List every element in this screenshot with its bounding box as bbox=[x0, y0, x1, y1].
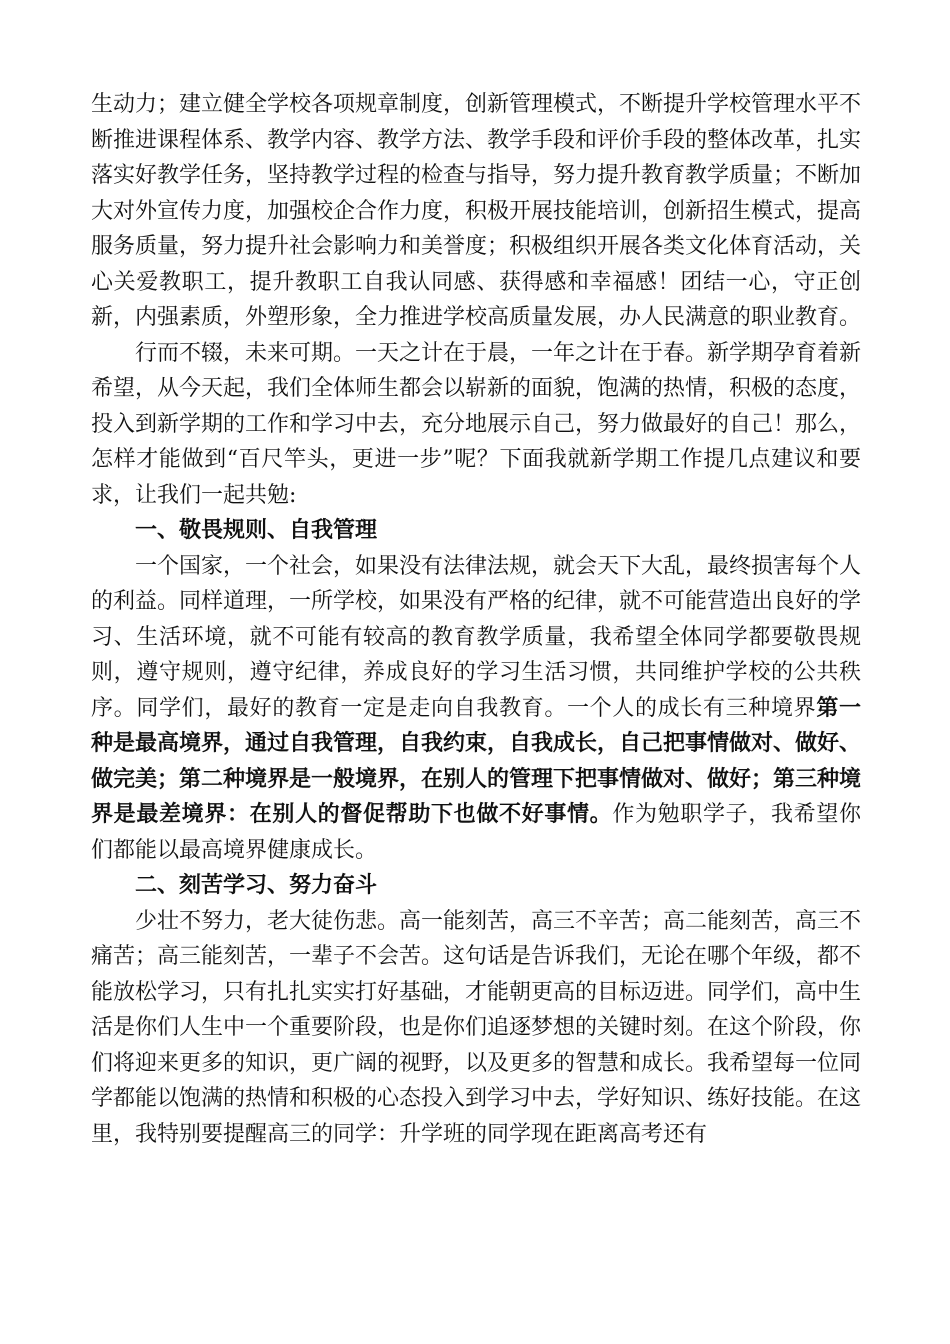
paragraph-rules bbox=[91, 549, 861, 869]
paragraph-rules-end: 作为勉职学子，我希望你们都能以最高境界健康成长。 bbox=[91, 802, 861, 863]
document-body bbox=[91, 87, 861, 1152]
section-heading-rules: 一、敬畏规则、自我管理 bbox=[135, 518, 378, 543]
paragraph-rules-intro: 一个国家，一个社会，如果没有法律法规，就会天下大乱，最终损害每个人的利益。同样道理，一所学校，如果没有严格的纪律，就不可能营造出良好的学习、生活环境，就不可能有较高的教育教学质量，我希望全体同学都要敬畏规则，遵守规则，遵守纪律，养成良好的学习生活习惯，共同维护学校的公共秩序。同学们，最好的教育一定是走向自我教育。一个人的成长有三种境界 bbox=[91, 553, 862, 721]
section-heading-study: 二、刻苦学习、努力奋斗 bbox=[135, 873, 378, 898]
paragraph-study: 少壮不努力，老大徒伤悲。高一能刻苦，高三不辛苦；高二能刻苦，高三不痛苦；高三能刻苦，一辈子不会苦。这句话是告诉我们，无论在哪个年级，都不能放松学习，只有扎扎实实打好基础，才能朝更高的目标迈进。同学们，高中生活是你们人生中一个重要阶段，也是你们追逐梦想的关键时刻。在这个阶段，你们将迎来更多的知识，更广阔的视野，以及更多的智慧和成长。我希望每一位同学都能以饱满的热情和积极的心态投入到学习中去，学好知识、练好技能。在这里，我特别要提醒高三的同学：升学班的同学现在距离高考还有 bbox=[91, 908, 862, 1147]
paragraph-continuation: 生动力；建立健全学校各项规章制度，创新管理模式，不断提升学校管理水平不断推进课程体系、教学内容、教学方法、教学手段和评价手段的整体改革，扎实落实好教学任务，坚持教学过程的检查与指导，努力提升教育教学质量；不断加大对外宣传力度，加强校企合作力度，积极开展技能培训，创新招生模式，提高服务质量，努力提升社会影响力和美誉度；积极组织开展各类文化体育活动，关心关爱教职工，提升教职工自我认同感、获得感和幸福感！团结一心，守正创新，内强素质，外塑形象，全力推进学校高质量发展，办人民满意的职业教育。 bbox=[91, 92, 862, 330]
paragraph-rules-emphasis: 第一种是最高境界，通过自我管理，自我约束，自我成长，自己把事情做对、做好、做完美；第二种境界是一般境界，在别人的管理下把事情做对、做好；第三种境界是最差境界：在别人的督促帮助下也做不好事情。 bbox=[91, 694, 862, 827]
paragraph-new-semester: 行而不辍，未来可期。一天之计在于晨，一年之计在于春。新学期孕育着新希望，从今天起，我们全体师生都会以崭新的面貌，饱满的热情，积极的态度，投入到新学期的工作和学习中去，充分地展示自己，努力做最好的自己！那么，怎样才能做到“百尺竿头，更进一步”呢？下面我就新学期工作提几点建议和要求，让我们一起共勉: bbox=[91, 340, 862, 508]
